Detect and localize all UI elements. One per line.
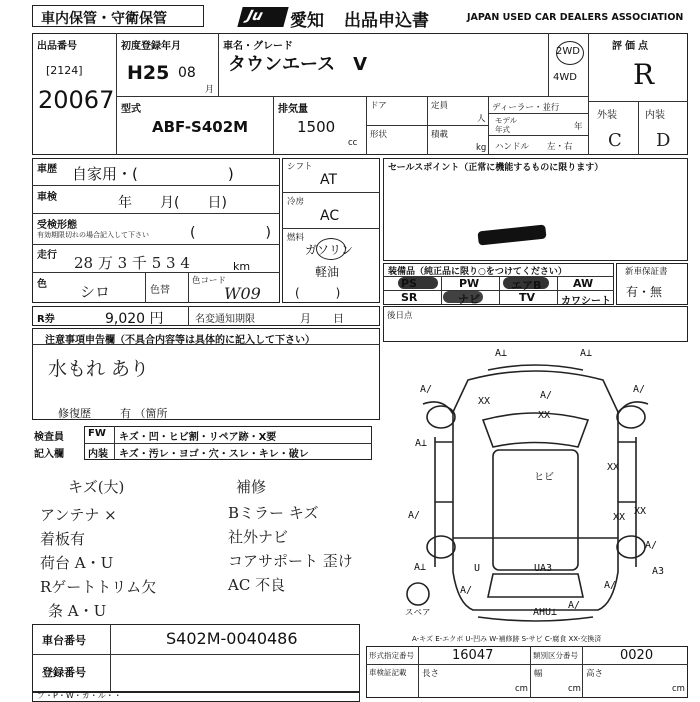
bottom-strip (32, 692, 360, 702)
width-unit: cm (568, 684, 581, 694)
mark-roof-crack: ヒビ (534, 472, 554, 483)
warranty-label: 新車保証書 (625, 267, 668, 277)
storage-label-box (32, 5, 204, 27)
inspector-note-left-6: 条 A・U (48, 602, 107, 620)
handle-value: 左・右 (547, 142, 573, 152)
later-date-section (383, 306, 688, 342)
model-specify-number: 16047 (452, 648, 494, 663)
dealer-label: ディーラー・並行 (492, 103, 560, 113)
repair-history-label: 修復歴 (58, 407, 91, 420)
model-year-label-2: 年式 (495, 125, 510, 134)
mark-front-right-bumper: A⊥ (580, 348, 593, 359)
front-bumper (488, 365, 583, 370)
model-year-unit: 年 (574, 122, 583, 132)
first-registration-label: 初度登録年月 (121, 41, 181, 52)
mark-right-front-door: XX (607, 462, 620, 473)
mark-hood-top: A/ (540, 390, 553, 401)
recycle-label: R券 (37, 314, 55, 325)
inspector-interior-items: キズ・汚レ・ヨゴ・穴・スレ・キレ・破レ (119, 449, 309, 460)
mark-front-left-bumper: A⊥ (495, 348, 508, 359)
handle-label: ハンドル (495, 142, 530, 152)
mark-rear-right-lamp: A/ (604, 580, 617, 591)
equip-sr: SR (401, 291, 418, 304)
inspector-interior-label: 内装 (88, 449, 108, 460)
ps-circle-mark (398, 277, 438, 289)
inspector-label-2: 記入欄 (34, 449, 64, 460)
mark-rear-gate-left: U (474, 563, 481, 574)
inspector-note-left-3: 着板有 (40, 530, 86, 548)
body-shape-label: 形状 (370, 130, 388, 140)
history-label: 車歴 (37, 164, 57, 175)
airbag-circle-mark (503, 277, 549, 289)
fuel-label: 燃料 (287, 233, 305, 243)
brand-name: 愛知 (290, 11, 324, 31)
spare-tire-label: スペア (405, 608, 431, 618)
drive-4wd: 4WD (553, 72, 577, 83)
color-code: W09 (224, 284, 261, 303)
color-code-label: 色コード (192, 276, 227, 286)
color-value: シロ (80, 283, 111, 301)
mark-hood-left: XX (478, 396, 491, 407)
chassis-value: S402M-0040486 (166, 629, 298, 648)
height-unit: cm (672, 684, 685, 694)
lot-sub-number: [2124] (46, 64, 83, 77)
sales-points-label: セールスポイント（正常に機能するものに限ります） (388, 163, 604, 173)
inspector-note-left-1: キズ(大) (68, 478, 125, 496)
model-code-value: ABF-S402M (152, 118, 249, 136)
length-label: 長さ (422, 669, 440, 679)
lot-number: 20067 (38, 86, 115, 114)
sales-points-section (383, 158, 688, 261)
category-number: 0020 (620, 648, 654, 663)
name-change-value: 月 日 (300, 312, 344, 325)
inspector-note-right-5: AC 不良 (228, 576, 286, 594)
height-label: 高さ (586, 669, 604, 679)
car-name-value: タウンエース V (228, 54, 368, 75)
mark-left-rear-quarter: A⊥ (414, 562, 427, 573)
inspection-value: 年 月( 日) (118, 195, 227, 211)
mark-right-quarter: XX (634, 506, 647, 517)
displacement-unit: cc (348, 138, 358, 148)
mark-left-fender: A/ (420, 384, 433, 395)
registration-year: H25 (127, 62, 170, 84)
model-code-label: 型式 (121, 104, 141, 115)
notes-handwritten: 水もれ あり (48, 358, 150, 380)
mileage-label: 走行 (37, 250, 57, 261)
door-label: ドア (370, 101, 387, 111)
displacement-value: 1500 (297, 118, 336, 136)
mark-left-front-door: A⊥ (415, 438, 428, 449)
inspection-label: 車検 (37, 192, 57, 203)
displacement-label: 排気量 (278, 104, 308, 115)
damage-legend: A-キズ E-エクボ U-凹み W-補修跡 S-サビ C-腐食 XX-交換済 (412, 635, 602, 643)
category-label: 類別区分番号 (533, 651, 578, 660)
registration-month: 08 (178, 65, 196, 81)
storage-label: 車内保管・守衛保管 (41, 11, 167, 27)
shift-value: AT (320, 172, 338, 188)
inspector-note-right-1: 補修 (236, 478, 267, 496)
mark-rear-left-lamp: A/ (460, 585, 473, 596)
length-unit: cm (515, 684, 528, 694)
warranty-value: 有・無 (626, 285, 663, 299)
recycle-value: 9,020 円 (105, 311, 164, 327)
mileage-unit: km (233, 260, 251, 273)
color-change-label: 色替 (150, 285, 170, 296)
lot-number-label: 出品番号 (37, 41, 77, 52)
import-value: ( ) (190, 225, 271, 241)
equipment-label: 装備品（純正品に限り○をつけてください） (388, 267, 567, 277)
wheel-front-left (427, 406, 455, 428)
mark-right-rear-quarter: A/ (645, 540, 658, 551)
equip-pw: PW (459, 277, 480, 290)
registration-month-unit: 月 (205, 85, 215, 95)
vehicle-cert-label: 車検証記載 (369, 668, 407, 677)
inspector-label-1: 検査員 (34, 432, 64, 443)
inspector-note-left-4: 荷台 A・U (40, 554, 114, 572)
interior-grade-label: 内装 (645, 110, 665, 121)
shift-label: シフト (287, 162, 313, 172)
mark-hood: XX (538, 410, 551, 421)
mileage-value: 28 万 3 千 5 3 4 (74, 254, 190, 272)
registration-number-label: 登録番号 (42, 666, 86, 679)
aircon-label: 冷房 (287, 197, 305, 207)
wheel-rear-left (427, 536, 455, 558)
inspector-note-right-2: Bミラー キズ (228, 504, 319, 522)
spare-tire (407, 583, 429, 605)
import-note: 有効期限切れの場合記入して下さい (37, 231, 149, 239)
mark-rear-bumper-right: A/ (568, 600, 581, 611)
inspector-note-left-2: アンテナ × (40, 506, 117, 524)
mark-rear-bumper: AHU⊥ (533, 607, 558, 618)
grade-label: 評価点 (612, 41, 651, 52)
equip-aw: AW (573, 277, 594, 290)
navi-circle-mark (443, 291, 483, 303)
color-label: 色 (37, 279, 47, 290)
fuel-other: ( ) (295, 286, 341, 300)
exterior-grade-label: 外装 (597, 110, 617, 121)
rear-window (488, 574, 583, 597)
inspector-note-left-5: Rゲートトリム欠 (40, 578, 157, 596)
wheel-rear-right (617, 536, 645, 558)
load-unit: kg (476, 143, 487, 153)
company-name-en: JAPAN USED CAR DEALERS ASSOCIATION (467, 12, 684, 23)
notes-label: 注意事項申告欄（不具合内容等は具体的に記入して下さい） (45, 335, 315, 346)
inspector-fw-label: FW (88, 428, 106, 439)
inspector-fw-items: キズ・凹・ヒビ割・リペア跡・X要 (119, 432, 277, 443)
repair-history-value: 有 （箇所 (120, 407, 168, 420)
car-name-label: 車名・グレード (223, 41, 293, 52)
fuel-gasoline: ガソリン (305, 243, 354, 257)
later-date-label: 後日点 (387, 311, 413, 321)
mark-right-rear-door: XX (613, 512, 626, 523)
width-label: 幅 (534, 669, 543, 679)
wheel-front-right (617, 406, 645, 428)
mark-right-fender: A/ (633, 384, 646, 395)
drive-2wd: 2WD (556, 46, 580, 57)
bottom-strip-text: プ・P・W・カ・ル・・ (37, 691, 122, 700)
side-panels (435, 437, 636, 567)
windshield (483, 413, 588, 447)
chassis-label: 車台番号 (42, 634, 86, 647)
history-value: 自家用・( ) (72, 165, 234, 183)
fuel-diesel: 軽油 (315, 265, 340, 279)
equip-leather-seat: カワシート (561, 296, 611, 307)
mark-left-rear-door: A/ (408, 510, 421, 521)
document-title: 出品申込書 (344, 11, 429, 31)
import-label: 受検形態 (37, 220, 77, 231)
mark-rear-right-corner: A3 (652, 566, 665, 577)
inspector-note-right-4: コアサポート 歪け (228, 552, 353, 570)
interior-grade: D (656, 130, 671, 151)
model-specify-label: 形式指定番号 (369, 651, 414, 660)
mark-rear-gate: UA3 (534, 563, 553, 574)
exterior-grade: C (608, 130, 622, 151)
brand-logo: Ju (237, 7, 288, 27)
model-year-label-1: モデル (495, 116, 518, 125)
grade-score: R (633, 58, 655, 91)
inspector-note-right-3: 社外ナビ (228, 528, 289, 546)
capacity-unit: 人 (477, 114, 486, 124)
aircon-value: AC (320, 208, 340, 224)
capacity-label: 定員 (431, 101, 449, 111)
name-change-label: 名変通知期限 (195, 314, 255, 325)
load-label: 積載 (431, 130, 449, 140)
equip-tv: TV (519, 291, 536, 304)
